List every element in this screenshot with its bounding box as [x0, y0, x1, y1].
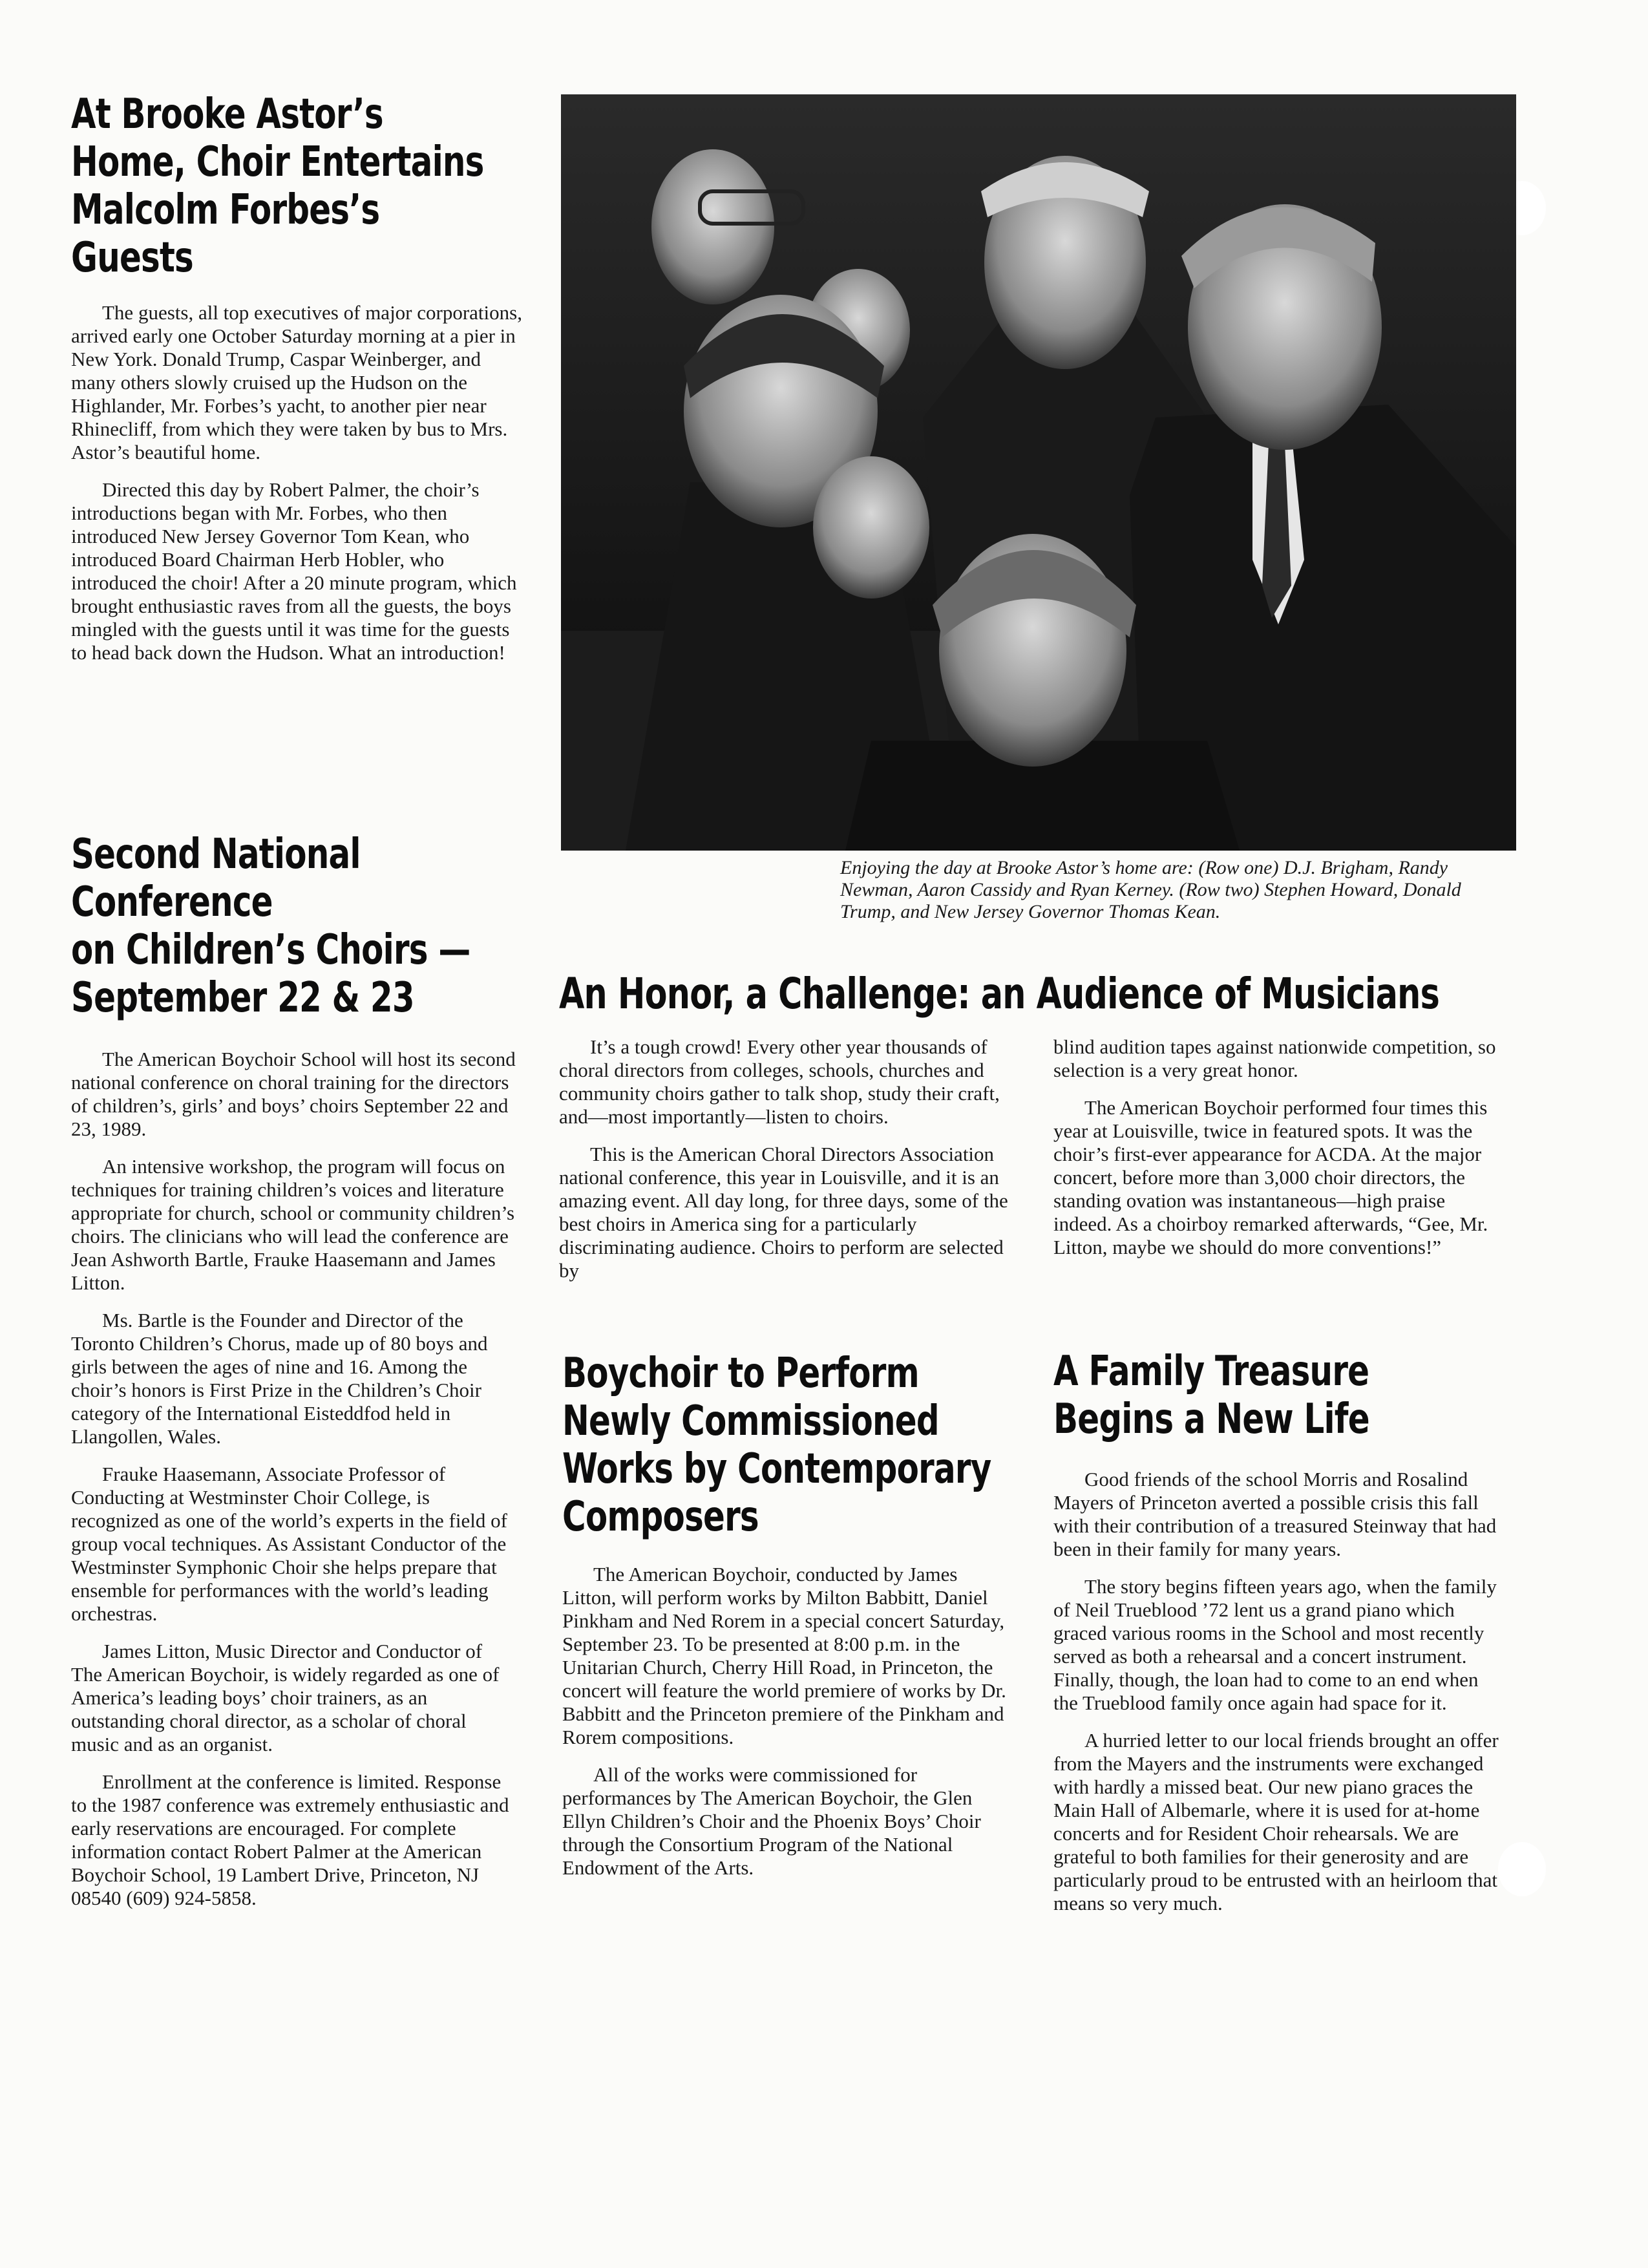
- treasure-body: [1053, 1468, 1499, 1915]
- conference-paragraph: The American Boychoir School will host its second national conference on choral training for the directors of children’s, girls’ and boys’ choirs September 22 and 23, 1989.: [71, 1048, 516, 1140]
- boychoir-paragraph: The American Boychoir, conducted by James Litton, will perform works by Milton Babbitt, Daniel Pinkham and Ned Rorem in a special concert Saturday, September 23. To be presented at 8:00 p.m. in the Unitarian Church, Cherry Hill Road, in Princeton, the concert will feature the world premiere of works by Dr. Babbitt and the Princeton premiere of the Pinkham and Rorem compositions.: [562, 1563, 1006, 1748]
- boychoir-paragraph: All of the works were commissioned for performances by The American Boychoir, the Glen Ellyn Children’s Choir and the Phoenix Boys’ Choir through the Consortium Program of the National Endowment of the Arts.: [562, 1763, 981, 1879]
- astor-paragraph: The guests, all top executives of major corporations, arrived early one October Saturday morning at a pier in New York. Donald Trump, Caspar Weinberger, and many others slowly cruised up the Hudson on the Highlander, Mr. Forbes’s yacht, to another pier near Rhinecliff, from which they were taken by bus to Mrs. Astor’s beautiful home.: [71, 301, 522, 463]
- conference-headline: [71, 831, 525, 1022]
- honor-headline: An Honor, a Challenge: an Audience of Musicians: [559, 969, 1440, 1019]
- astor-headline-line-3: Malcolm Forbes’s: [71, 186, 380, 234]
- conference-paragraph: Ms. Bartle is the Founder and Director of the Toronto Children’s Chorus, made up of 80 boys and girls between the ages of nine and 16. Among the choir’s honors is First Prize in the Children’s Choir category of the International Eisteddfod held in Llangollen, Wales.: [71, 1309, 488, 1448]
- astor-headline-line-2: Home, Choir Entertains: [71, 138, 484, 186]
- honor-paragraph: This is the American Choral Directors Association national conference, this year in Louisville, and it is an amazing event. All day long, for three days, some of the best choirs in America sing for a particularly discriminating audience. Choirs to perform are selected by: [559, 1143, 1008, 1282]
- conference-headline-line-3: on Children’s Choirs —: [71, 926, 470, 974]
- article-boychoir: [562, 1350, 1015, 1894]
- conference-paragraph: Enrollment at the conference is limited. Response to the 1987 conference was extremely enthusiastic and early reservations are encouraged. For complete information contact Robert Palmer at the American Boychoir School, 19 Lambert Drive, Princeton, NJ 08540 (609) 924-5858.: [71, 1770, 509, 1909]
- treasure-headline-line-2: Begins a New Life: [1053, 1395, 1369, 1443]
- honor-column-1: [559, 1035, 1011, 1297]
- group-photo: [561, 94, 1516, 851]
- photo-caption: Enjoying the day at Brooke Astor’s home are: (Row one) D.J. Brigham, Randy Newman, Aaron Cassidy and Ryan Kerney. (Row two) Stephen Howard, Donald Trump, and New Jersey Governor Thomas Kean.: [840, 857, 1461, 922]
- astor-headline-line-1: At Brooke Astor’s: [71, 90, 383, 138]
- conference-headline-line-2: Conference: [71, 878, 273, 926]
- conference-paragraph: An intensive workshop, the program will focus on techniques for training children’s voices and literature appropriate for church, school or community children’s choirs. The clinicians who will lead the conference are Jean Ashworth Bartle, Frauke Haasemann and James Litton.: [71, 1155, 515, 1294]
- article-treasure: [1053, 1348, 1499, 1929]
- conference-paragraph: James Litton, Music Director and Conductor of The American Boychoir, is widely regarded as one of America’s leading boys’ choir trainers, as an outstanding choral director, as a scholar of choral music and as an organist.: [71, 1640, 500, 1755]
- conference-body: [71, 1048, 517, 1910]
- honor-paragraph: The American Boychoir performed four times this year at Louisville, twice in featured spots. It was the choir’s first-ever appearance for ACDA. At the major concert, before more than 3,000 choir directors, the standing ovation was instantaneous—high praise indeed. As a choirboy remarked afterwards, “Gee, Mr. Litton, maybe we should do more conventions!”: [1053, 1096, 1488, 1258]
- astor-headline-line-4: Guests: [71, 234, 193, 282]
- treasure-headline: [1053, 1348, 1507, 1443]
- treasure-headline-line-1: A Family Treasure: [1053, 1348, 1369, 1395]
- treasure-paragraph: Good friends of the school Morris and Rosalind Mayers of Princeton averted a possible crisis this fall with their contribution of a treasured Steinway that had been in their family for many years.: [1053, 1468, 1497, 1560]
- conference-headline-line-4: September 22 & 23: [71, 974, 414, 1022]
- treasure-paragraph: The story begins fifteen years ago, when the family of Neil Trueblood ’72 lent us a grand piano which graced various rooms in the School and most recently served as both a rehearsal and a concert instrument. Finally, though, the loan had to come to an end when the Trueblood family once again had space for it.: [1053, 1575, 1497, 1714]
- conference-paragraph: Frauke Haasemann, Associate Professor of Conducting at Westminster Choir College, is recognized as one of the world’s experts in the field of group vocal techniques. As Assistant Conductor of the Westminster Symphonic Choir she helps prepare that ensemble for performances with the world’s leading orchestras.: [71, 1463, 507, 1625]
- honor-column-2: [1053, 1035, 1499, 1273]
- article-conference: [71, 831, 517, 1924]
- boychoir-headline: [562, 1350, 1016, 1541]
- boychoir-headline-line-1: Boychoir to Perform: [562, 1350, 919, 1397]
- boychoir-headline-line-3: Works by Contemporary: [562, 1445, 991, 1493]
- treasure-paragraph: A hurried letter to our local friends brought an offer from the Mayers and the instruments were exchanged with hardly a missed beat. Our new piano graces the Main Hall of Albemarle, where it is used for at-home concerts and for Resident Choir rehearsals. We are grateful to both families for their generosity and are particularly proud to be entrusted with an heirloom that means so very much.: [1053, 1729, 1499, 1914]
- boychoir-headline-line-2: Newly Commissioned: [562, 1397, 939, 1445]
- astor-body: [71, 301, 523, 664]
- honor-paragraph: It’s a tough crowd! Every other year thousands of choral directors from colleges, schools, churches and community choirs gather to talk shop, study their craft, and—most importantly—listen to choirs.: [559, 1035, 1000, 1128]
- astor-paragraph: Directed this day by Robert Palmer, the choir’s introductions began with Mr. Forbes, who then introduced New Jersey Governor Tom Kean, who introduced Board Chairman Herb Hobler, who introduced the choir! After a 20 minute program, which brought enthusiastic raves from all the guests, the boys mingled with the guests until it was time for the guests to head back down the Hudson. What an introduction!: [71, 478, 517, 664]
- astor-headline: [71, 90, 525, 282]
- conference-headline-line-1: Second National: [71, 831, 361, 878]
- article-astor: [71, 90, 523, 679]
- group-photo-image: [561, 94, 1516, 851]
- boychoir-headline-line-4: Composers: [562, 1493, 759, 1541]
- honor-continuation: blind audition tapes against nationwide competition, so selection is a very great honor.: [1053, 1035, 1496, 1081]
- boychoir-body: [562, 1563, 1015, 1880]
- punch-hole-bottom: [1498, 1842, 1546, 1896]
